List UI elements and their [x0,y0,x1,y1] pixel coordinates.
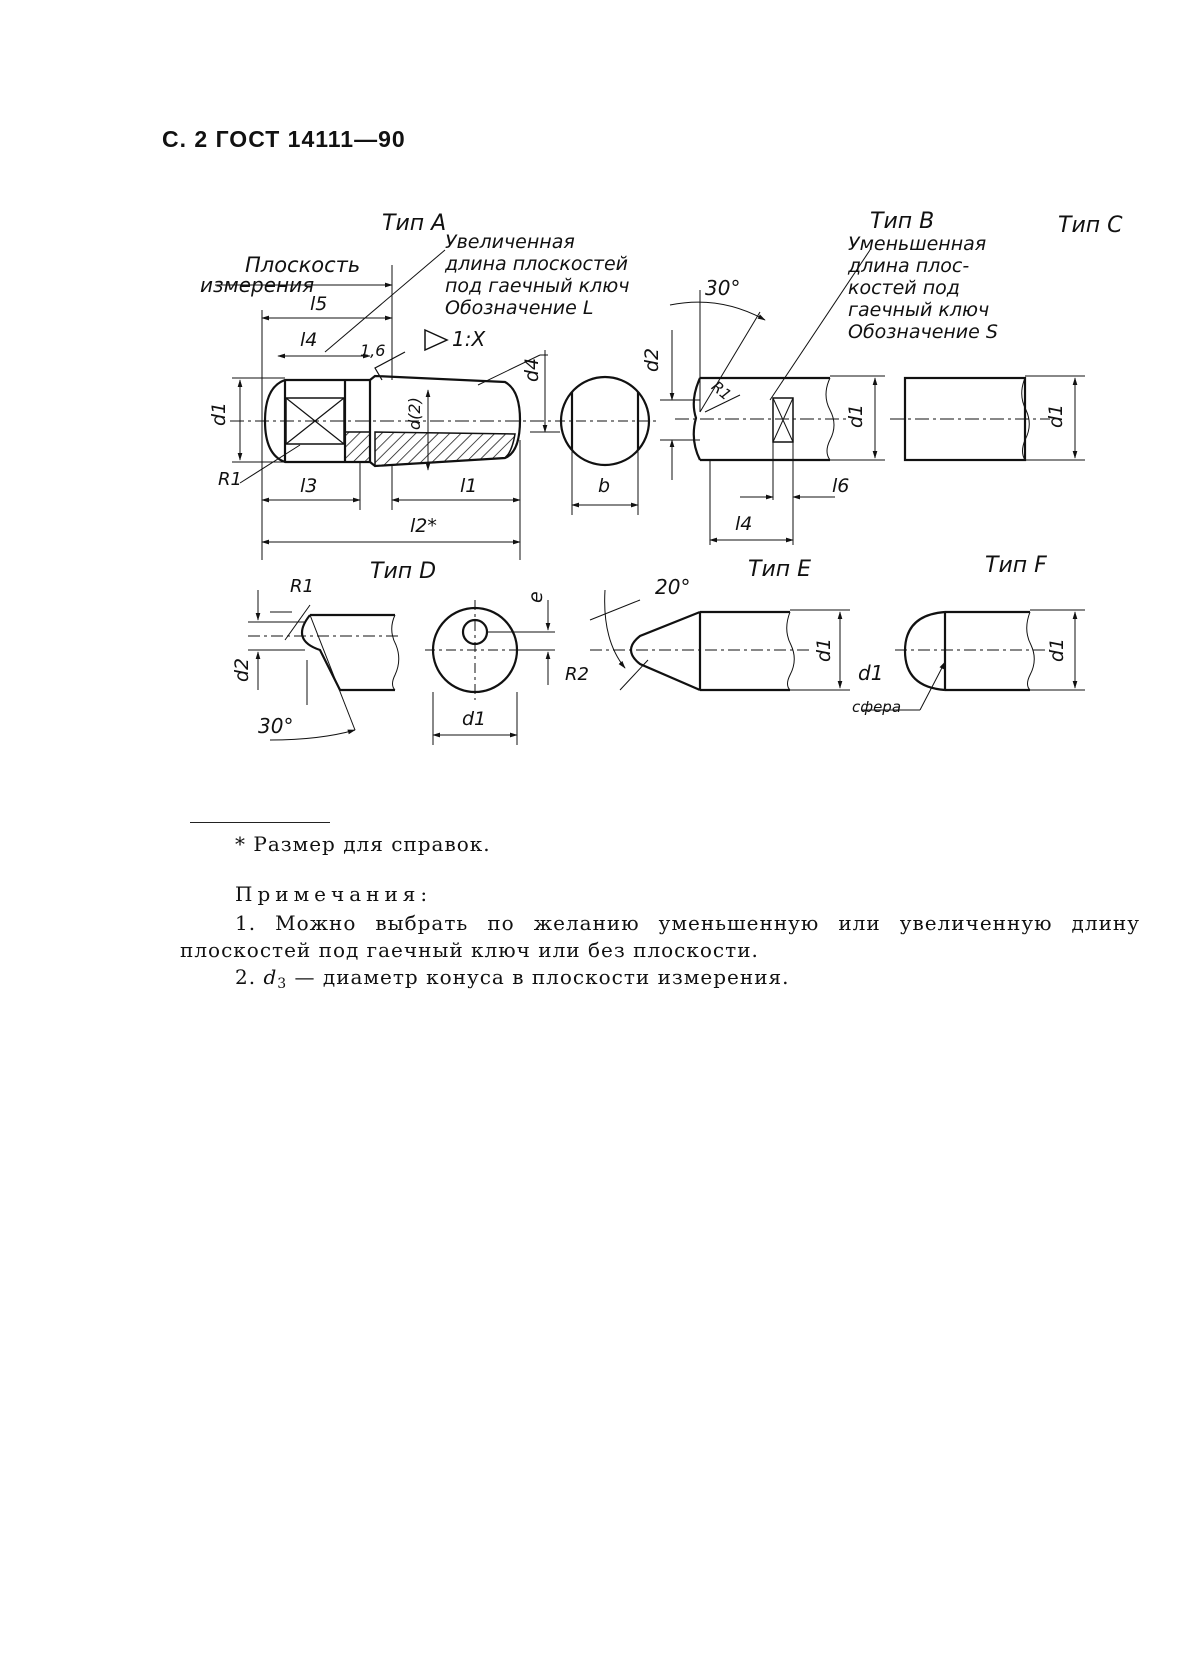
dim-d3-a: d(2) [405,397,424,430]
reduced-label-3: костей под [848,277,960,299]
dim-l3: l3 [300,475,318,497]
technical-drawing [0,0,1187,800]
note-2-text: — диаметр конуса в плоскости измерения. [294,965,790,989]
note-2 [180,964,1140,998]
increased-label-3: под гаечный ключ [445,275,630,297]
angle-30-b: 30° [705,276,741,300]
footnote-divider [190,822,330,823]
increased-label-2: длина плоскостей [445,253,629,275]
dim-d1-f-leader: d1 [858,661,884,685]
dim-r2: R2 [565,664,589,685]
taper-label: 1:X [452,327,486,351]
dim-d1-d: d1 [462,708,487,730]
footnote: * Размер для справок. [235,832,491,856]
angle-30-d: 30° [258,714,294,738]
plane-label-2: измерения [200,273,315,297]
type-c-label: Тип C [1058,213,1123,238]
page-header: С. 2 ГОСТ 14111—90 [162,126,406,152]
reduced-label-4: гаечный ключ [848,299,990,321]
angle-20-e: 20° [655,575,691,599]
dim-l6: l6 [832,475,850,497]
increased-label-4: Обозначение L [445,297,594,319]
dim-d2-d: d2 [231,657,253,682]
dim-r1-a: R1 [218,469,242,490]
dim-r1-d: R1 [290,576,314,597]
dim-d1-f: d1 [1046,637,1068,662]
dim-l2: l2* [410,515,437,537]
dim-l1: l1 [460,475,478,497]
dim-l4-b: l4 [735,513,753,535]
dim-r1-b: R1 [707,377,735,405]
dim-d1-e: d1 [813,637,835,662]
note-1: 1. Можно выбрать по желанию уменьшенную или увеличенную длину плоскостей под гаечный ключ или без плоскости. [180,911,1140,962]
plane-label-1: Плоскость [245,253,361,277]
type-e-label: Тип E [748,557,812,582]
roughness-label: 1,6 [360,341,386,360]
note-2-symbol: d [263,965,278,989]
dim-d1-a: d1 [208,401,230,426]
dim-d1-b: d1 [845,403,867,428]
type-b-label: Тип B [870,209,935,234]
note-2-number: 2. [235,965,257,989]
dim-d1-c: d1 [1045,403,1067,428]
dim-l4-a: l4 [300,329,318,351]
reduced-label-1: Уменьшенная [848,233,987,255]
reduced-label-2: длина плос- [848,255,970,277]
reduced-label-5: Обозначение S [848,321,998,343]
dim-l5: l5 [310,293,328,315]
dim-d4-a: d4 [521,357,543,382]
increased-label-1: Увеличенная [445,231,575,253]
sphere-label: сфера [852,698,902,716]
type-d-label: Тип D [370,559,437,584]
type-d-section [425,600,555,745]
type-f-label: Тип F [985,553,1047,578]
type-e-view [590,590,850,690]
type-a-label: Тип A [382,211,447,236]
dim-b: b [598,475,611,497]
note-2-subscript: 3 [277,976,288,992]
dim-d2-b: d2 [641,347,663,372]
dim-e: e [525,591,547,603]
notes-title: Примечания: [235,882,433,906]
